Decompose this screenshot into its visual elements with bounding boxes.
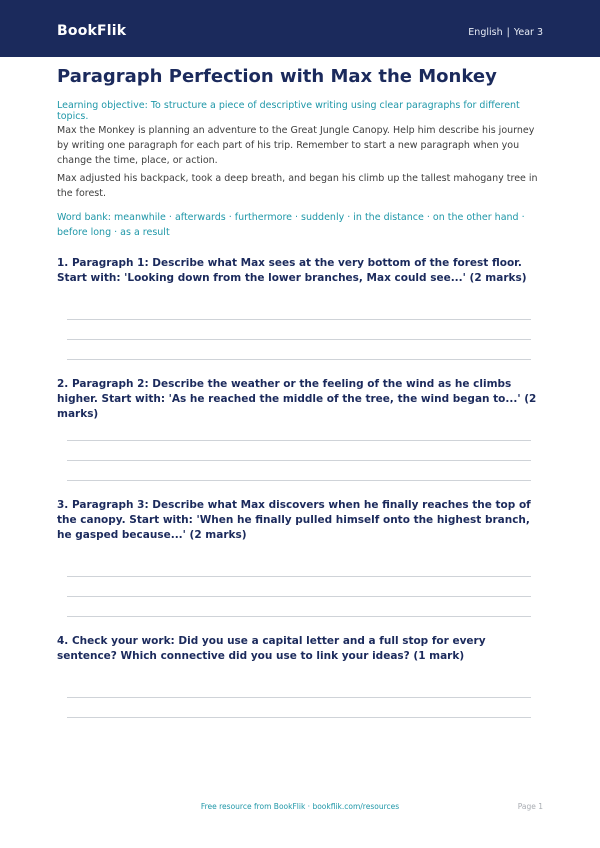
question-4: 4. Check your work: Did you use a capital letter and a full stop for every sentence? Which connective did you use to link your ideas? (1 mark): [57, 635, 486, 662]
answer-line[interactable]: [67, 319, 531, 320]
story-setup: Max adjusted his backpack, took a deep breath, and began his climb up the tallest mahogany tree in the forest.: [57, 173, 538, 199]
footer-resource-link[interactable]: Free resource from BookFlik · bookflik.com/resources: [200, 802, 400, 811]
question-3: 3. Paragraph 3: Describe what Max discovers when he finally reaches the top of the canopy. Start with: 'When he finally pulled himself onto the highest branch, he gasped because...' (2 marks): [57, 499, 531, 541]
answer-line[interactable]: [67, 576, 531, 577]
brand-logo: BookFlik: [57, 23, 127, 39]
answer-line[interactable]: [67, 339, 531, 340]
word-bank: Word bank: meanwhile · afterwards · furthermore · suddenly · in the distance · on the other hand · before long · as a result: [57, 212, 525, 238]
page-title: Paragraph Perfection with Max the Monkey: [57, 66, 497, 87]
answer-line[interactable]: [67, 440, 531, 441]
answer-line[interactable]: [67, 460, 531, 461]
intro-text: Max the Monkey is planning an adventure to the Great Jungle Canopy. Help him describe his journey by writing one paragraph for each part of his trip. Remember to start a new paragraph when you change the time, place, or action.: [57, 125, 535, 166]
answer-line[interactable]: [67, 616, 531, 617]
answer-line[interactable]: [67, 596, 531, 597]
answer-line[interactable]: [67, 717, 531, 718]
subject-label: English: [468, 27, 503, 38]
page-number: Page 1: [517, 802, 543, 811]
header-bar: [0, 0, 600, 57]
meta-separator: |: [506, 27, 510, 38]
header-meta: [468, 27, 543, 38]
answer-line[interactable]: [67, 697, 531, 698]
learning-objective: Learning objective: To structure a piece of descriptive writing using clear paragraphs for different topics.: [57, 100, 520, 122]
question-1: 1. Paragraph 1: Describe what Max sees at the very bottom of the forest floor. Start with: 'Looking down from the lower branches, Max could see...' (2 marks): [57, 257, 527, 284]
year-label: Year 3: [513, 27, 543, 38]
answer-line[interactable]: [67, 359, 531, 360]
question-2: 2. Paragraph 2: Describe the weather or the feeling of the wind as he climbs higher. Start with: 'As he reached the middle of the tree, the wind began to...' (2 marks): [57, 378, 537, 420]
answer-line[interactable]: [67, 480, 531, 481]
